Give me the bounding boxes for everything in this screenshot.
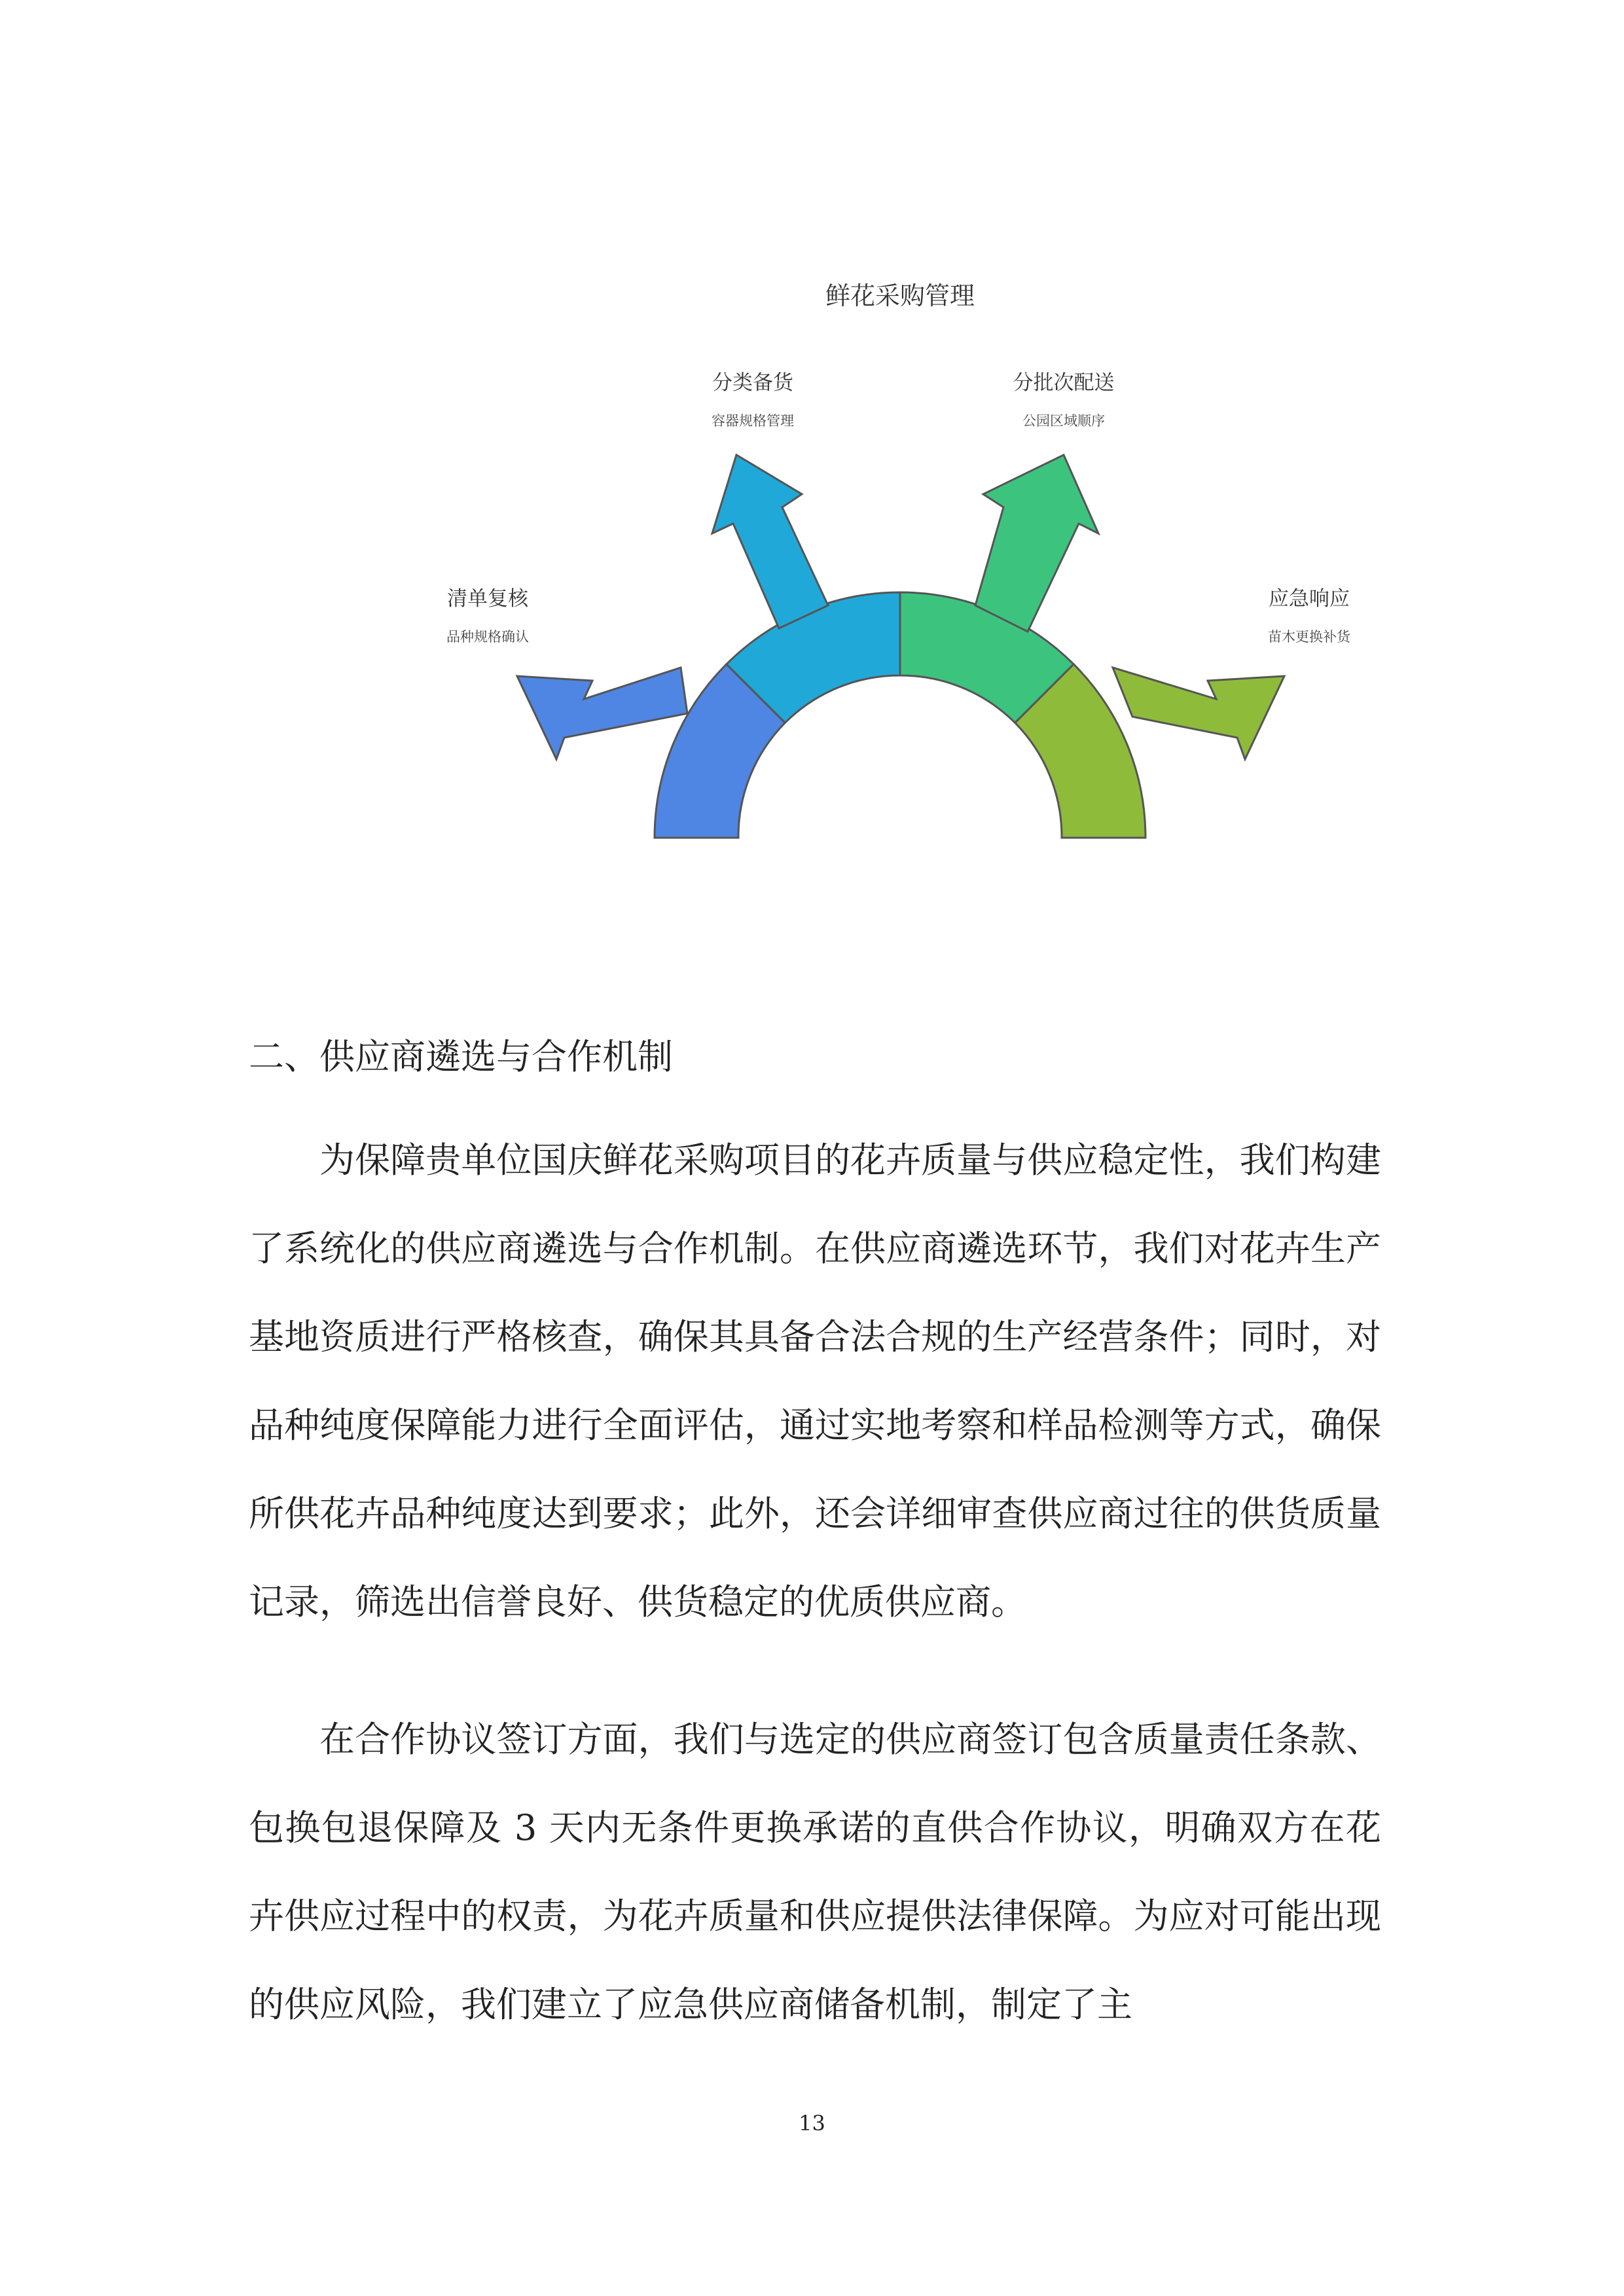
section-heading: 二、供应商遴选与合作机制 bbox=[249, 1036, 673, 1077]
node-title-emergency: 应急响应 bbox=[1269, 587, 1350, 611]
process-diagram bbox=[0, 0, 1624, 916]
diagram-title: 鲜花采购管理 bbox=[825, 281, 975, 310]
node-subtitle-emergency: 苗木更换补货 bbox=[1268, 629, 1350, 645]
node-title-delivery: 分批次配送 bbox=[1013, 371, 1115, 395]
arrow-sorting bbox=[712, 455, 828, 628]
node-title-sorting: 分类备货 bbox=[712, 371, 793, 395]
arrow-delivery bbox=[975, 455, 1098, 632]
node-subtitle-delivery: 公园区域顺序 bbox=[1022, 413, 1105, 429]
arrow-checklist bbox=[517, 668, 687, 759]
body-paragraph: 为保障贵单位国庆鲜花采购项目的花卉质量与供应稳定性，我们构建了系统化的供应商遴选与合作机制。在供应商遴选环节，我们对花卉生产基地资质进行严格核查，确保其具备合法合规的生产经营条件；同时，对品种纯度保障能力进行全面评估，通过实地考察和样品检测等方式，确保所供花卉品种纯度达到要求；此外，还会详细审查供应商过往的供货质量记录，筛选出信誉良好、供货稳定的优质供应商。 bbox=[249, 1139, 1381, 1623]
arrow-emergency bbox=[1113, 668, 1284, 759]
node-title-checklist: 清单复核 bbox=[447, 587, 528, 611]
node-subtitle-checklist: 品种规格确认 bbox=[446, 629, 529, 645]
body-paragraph: 在合作协议签订方面，我们与选定的供应商签订包含质量责任条款、包换包退保障及 3 天内无条件更换承诺的直供合作协议，明确双方在花卉供应过程中的权责，为花卉质量和供应提供法律保障。为应对可能出现的供应风险，我们建立了应急供应商储备机制，制定了主 bbox=[249, 1719, 1381, 2025]
node-subtitle-sorting: 容器规格管理 bbox=[712, 413, 794, 429]
page-number: 13 bbox=[799, 2111, 825, 2136]
